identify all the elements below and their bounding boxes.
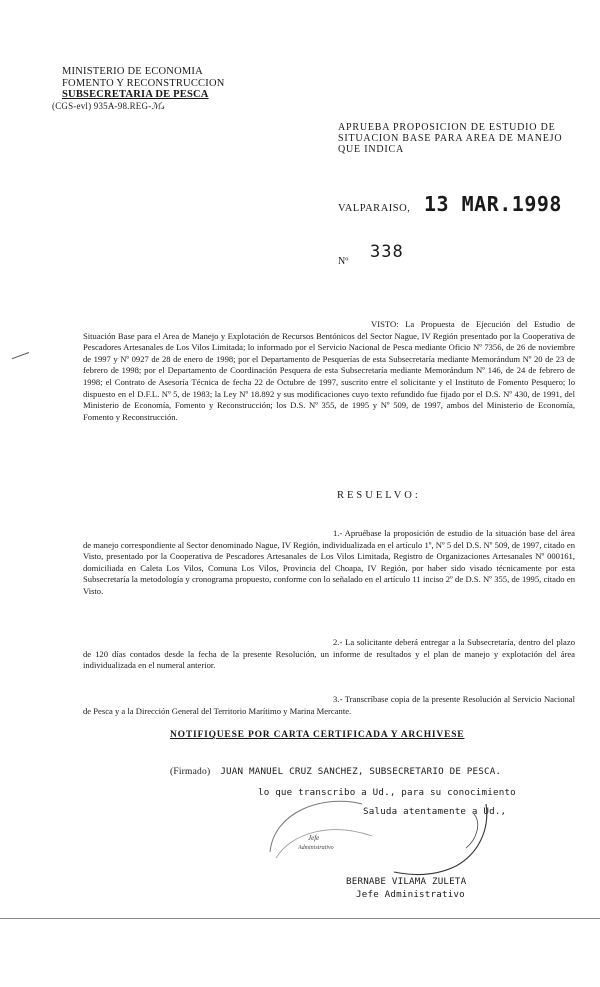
- signed-label: (Firmado): [170, 767, 211, 777]
- transcribe-line: lo que transcribo a Ud., para su conocimiento: [258, 787, 516, 798]
- official-stamp: [262, 792, 380, 868]
- resolution-number: 338: [370, 242, 404, 262]
- resolution-subject: APRUEBA PROPOSICION DE ESTUDIO DE SITUACION BASE PARA AREA DE MANEJO QUE INDICA: [338, 122, 563, 155]
- resolution-item-3: 3.- Transcríbase copia de la presente Resolución al Servicio Nacional de Pesca y a la Dirección General del Territorio Marítimo y Marina Mercante.: [83, 694, 575, 716]
- number-label: Nº: [338, 256, 349, 267]
- ministry-line: MINISTERIO DE ECONOMIA: [62, 66, 203, 77]
- reference-code: (CGS-evl) 935A-98.REG-ℳ𝓈: [52, 100, 165, 111]
- greeting-line: Saluda atentamente a Ud.,: [363, 806, 507, 817]
- resolution-item-1: 1.- Apruébase la proposición de estudio de la situación base del área de manejo correspondiente al Sector denominado Nague, IV Región, individualizada en el artículo 1º, Nº 5 del D.S. Nº 509, de 1997, citado en Visto, presentado por la Cooperativa de Pescadores Artesanales de Los Vilos Limitada, Registro de Organizaciones Artesanales Nº 000161, domiciliada en Caleta Los Vilos, Comuna Los Vilos, Provincia del Choapa, IV Región, por haber sido visado técnicamente por esta Subsecretaría la metodología y cronograma propuesto, conforme con lo señalado en el artículo 11 inciso 2º de D.S. Nº 355, de 1995, citado en Visto.: [83, 528, 575, 596]
- initials-handwritten: ℳ𝓈: [151, 100, 165, 111]
- notify-line: NOTIFIQUESE POR CARTA CERTIFICADA Y ARCHIVESE: [170, 730, 465, 740]
- scan-edge-line: [0, 918, 600, 919]
- resolution-item-2: 2.- La solicitante deberá entregar a la Subsecretaría, dentro del plazo de 120 días contados desde la fecha de la presente Resolución, un informe de resultados y el plan de manejo y explotación del área individualizada en el numeral anterior.: [83, 637, 575, 671]
- stamp-line-1: Jefe: [308, 834, 320, 842]
- date-stamp: 13 MAR.1998: [424, 192, 562, 216]
- ministry-line-2: FOMENTO Y RECONSTRUCCION: [62, 77, 225, 89]
- office-name: SUBSECRETARIA DE PESCA: [62, 89, 209, 100]
- letterhead: [52, 66, 225, 112]
- stamp-line-2: Administrativo: [298, 845, 334, 851]
- signatory-title: Jefe Administrativo: [356, 889, 465, 900]
- visto-paragraph: VISTO: La Propuesta de Ejecución del Estudio de Situación Base para el Area de Manejo y Explotación de Recursos Bentónicos del Sector Nague, IV Región presentado por la Cooperativa de Pescadores Artesanales de Los Vilos Limitada; lo informado por el Servicio Nacional de Pesca mediante Oficio Nº 7356, de 26 de noviembre de 1997 y Nº 0927 de 28 de enero de 1998; por el Departamento de Pesquerías de esta Subsecretaría mediante Memorándum Nº 20 de 23 de febrero de 1998; por el Departamento de Coordinación Pesquera de esta Subsecretaría mediante Memorándum Nº 146, de 24 de febrero de 1998; el Contrato de Asesoría Técnica de fecha 22 de Octubre de 1997, suscrito entre el solicitante y el Instituto de Fomento Pesquero; lo dispuesto en el D.F.L. Nº 5, de 1983; la Ley Nº 18.892 y sus modificaciones cuyo texto refundido fue fijado por el D.S. Nº 430, de 1991, del Ministerio de Economía, Fomento y Reconstrucción; los D.S. Nº 355, de 1995 y Nº 509, de 1997, ambos del Ministerio de Economía, Fomento y Reconstrucción.: [83, 319, 575, 422]
- handwritten-signature: [386, 800, 496, 882]
- margin-mark: [12, 352, 30, 362]
- signatory-name: BERNABE VILAMA ZULETA: [346, 876, 467, 887]
- signed-line: [170, 766, 501, 777]
- place: VALPARAISO,: [338, 203, 411, 214]
- signed-text: JUAN MANUEL CRUZ SANCHEZ, SUBSECRETARIO DE PESCA.: [220, 766, 502, 777]
- resuelvo-heading: RESUELVO:: [337, 490, 421, 501]
